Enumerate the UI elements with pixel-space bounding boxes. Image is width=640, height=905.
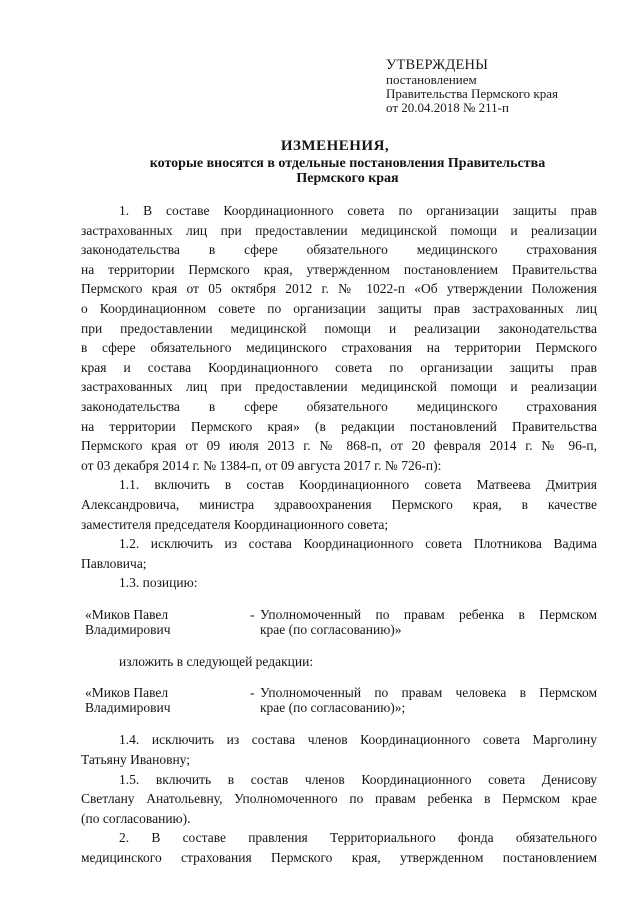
text-line: медицинского страхования Пермского края, утвержденном постановлением bbox=[81, 850, 597, 866]
position-description bbox=[260, 607, 597, 637]
position-dash: - bbox=[250, 685, 255, 701]
text-line: 1.2. исключить из состава Координационного совета Плотникова Вадима bbox=[119, 536, 597, 552]
person-patronymic: Владимирович bbox=[85, 700, 171, 716]
paragraph-1-4 bbox=[81, 730, 597, 769]
text-line: о Координационном совете по организации защиты прав застрахованных лиц bbox=[81, 300, 597, 316]
text-line: заместителя председателя Координационного совета; bbox=[81, 516, 389, 532]
text-line: края и состава Координационного совета по организации защиты прав bbox=[81, 359, 597, 375]
description-line: крае (по согласованию)»; bbox=[260, 700, 406, 716]
description-line: Уполномоченный по правам человека в Пермском bbox=[260, 685, 597, 701]
person-patronymic: Владимирович bbox=[85, 621, 171, 637]
text-line: Светлану Анатольевну, Уполномоченного по правам ребенка в Пермском крае bbox=[81, 791, 597, 807]
text-line: от 03 декабря 2014 г. № 1384-п, от 09 августа 2017 г. № 726-п): bbox=[81, 457, 442, 473]
text-line: застрахованных лиц при предоставлении медицинской помощи и реализации bbox=[81, 379, 597, 395]
paragraph-1-1 bbox=[81, 475, 597, 534]
person-name: «Миков Павел bbox=[85, 606, 169, 622]
text-line: законодательства в сфере обязательного медицинского страхования bbox=[81, 242, 597, 258]
text-line: 1.5. включить в состав членов Координационного совета Денисову bbox=[119, 771, 597, 787]
position-person bbox=[81, 685, 250, 715]
position-dash: - bbox=[250, 606, 255, 622]
text-line: Татьяну Ивановну; bbox=[81, 752, 191, 768]
text-line: при предоставлении медицинской помощи и реализации законодательства bbox=[81, 320, 597, 336]
replace-instruction: изложить в следующей редакции: bbox=[119, 653, 314, 669]
approval-line: постановлением bbox=[386, 72, 477, 87]
text-line: на территории Пермского края» (в редакции постановлений Правительства bbox=[81, 418, 597, 434]
title-main: ИЗМЕНЕНИЯ, bbox=[280, 138, 390, 154]
text-line: Пермского края от 05 октября 2012 г. № 1022-п «Об утверждении Положения bbox=[81, 281, 597, 297]
text-line: Павловича; bbox=[81, 555, 147, 571]
paragraph-1-5 bbox=[81, 770, 597, 829]
document-body bbox=[81, 201, 597, 868]
position-person bbox=[81, 607, 250, 637]
paragraph-2 bbox=[81, 828, 597, 867]
text-line: застрахованных лиц при предоставлении медицинской помощи и реализации bbox=[81, 222, 597, 238]
approval-heading: УТВЕРЖДЕНЫ bbox=[386, 57, 489, 73]
person-name: «Миков Павел bbox=[85, 685, 169, 701]
paragraph-1 bbox=[81, 201, 597, 475]
position-description bbox=[260, 685, 597, 715]
new-position-entry bbox=[81, 685, 597, 715]
text-line: (по согласованию). bbox=[81, 810, 191, 826]
approval-stamp bbox=[386, 58, 558, 115]
text-line: законодательства в сфере обязательного медицинского страхования bbox=[81, 398, 597, 414]
text-line: 2. В составе правления Территориального фонда обязательного bbox=[119, 830, 597, 846]
old-position-entry bbox=[81, 607, 597, 637]
description-line: Уполномоченный по правам ребенка в Пермском bbox=[260, 606, 597, 622]
approval-line: Правительства Пермского края bbox=[386, 86, 558, 101]
text-line: 1.4. исключить из состава членов Координационного совета Марголину bbox=[119, 732, 597, 748]
document-title bbox=[0, 136, 640, 186]
paragraph-1-3: 1.3. позицию: bbox=[119, 575, 198, 591]
text-line: Пермского края от 09 июля 2013 г. № 868-п, от 20 февраля 2014 г. № 96-п, bbox=[81, 438, 597, 454]
title-sub: Пермского края bbox=[296, 171, 399, 186]
approval-line: от 20.04.2018 № 211-п bbox=[386, 100, 509, 115]
paragraph-1-2 bbox=[81, 534, 597, 573]
text-line: 1.1. включить в состав Координационного совета Матвеева Дмитрия bbox=[119, 477, 597, 493]
description-line: крае (по согласованию)» bbox=[260, 621, 402, 637]
text-line: 1. В составе Координационного совета по организации защиты прав bbox=[119, 203, 597, 218]
text-line: Александровича, министра здравоохранения Пермского края, в качестве bbox=[81, 496, 597, 512]
title-sub: которые вносятся в отдельные постановления Правительства bbox=[149, 156, 546, 171]
text-line: в сфере обязательного медицинского страхования на территории Пермского bbox=[81, 340, 597, 356]
text-line: на территории Пермского края, утвержденном постановлением Правительства bbox=[81, 261, 597, 277]
